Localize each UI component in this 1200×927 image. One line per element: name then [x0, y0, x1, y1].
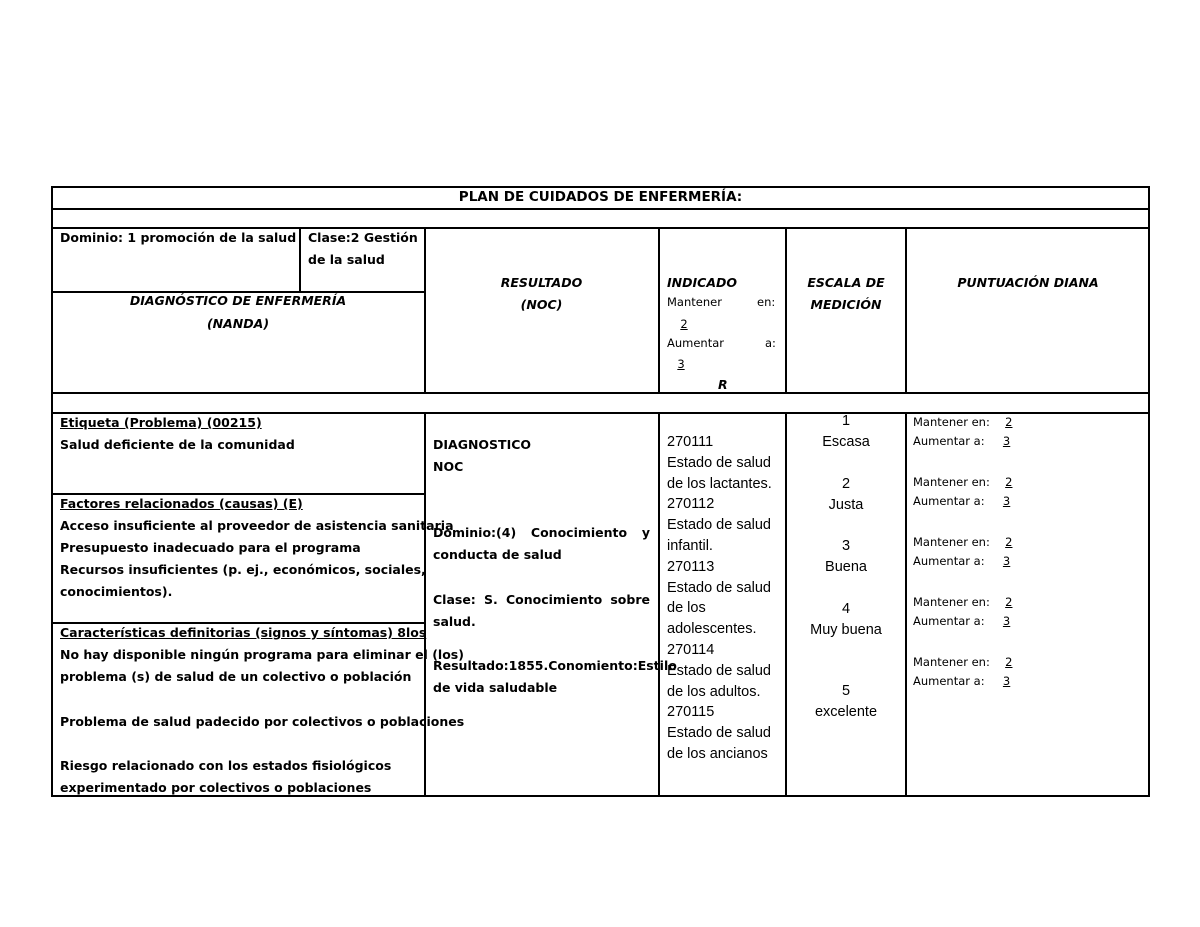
scale-label: Buena: [825, 559, 867, 575]
target-aumentar-value: 3: [1002, 434, 1011, 448]
target-mantener-label: Mantener en:: [913, 595, 990, 609]
mantener-label: Mantener: [667, 295, 722, 309]
target-mantener-label: Mantener en:: [913, 415, 990, 429]
column-divider: [658, 227, 660, 393]
scale-label: excelente: [814, 704, 878, 720]
column-divider: [658, 412, 660, 797]
target-aumentar-value: 3: [1002, 494, 1011, 508]
indicator-line: Estado de salud: [667, 517, 771, 534]
caracteristicas-item: Problema de salud padecido por colectivos o poblaciones: [60, 714, 465, 729]
column-divider: [424, 412, 426, 797]
noc-resultado: de vida saludable: [433, 680, 558, 695]
indicator-line: 270112: [667, 496, 715, 513]
clase-label-line1: Clase:2 Gestión: [308, 230, 418, 245]
target-aumentar-label: Aumentar a:: [913, 494, 985, 508]
indicator-line: Estado de salud: [667, 454, 771, 471]
target-mantener: [913, 652, 1028, 672]
noc-label: NOC: [433, 459, 464, 474]
target-aumentar-value: 3: [1002, 554, 1011, 568]
clase-label-line2: de la salud: [308, 252, 385, 267]
noc-dominio: Dominio:(4) Conocimiento y: [433, 525, 650, 540]
target-aumentar: [913, 491, 1029, 511]
noc-dominio: conducta de salud: [433, 547, 562, 562]
noc-diagnostico-label: DIAGNOSTICO: [433, 437, 532, 452]
indicator-line: 270115: [667, 704, 715, 721]
target-mantener: [913, 472, 1028, 492]
aumentar-a-label: a:: [765, 336, 776, 350]
indicado-heading: INDICADO: [667, 275, 737, 290]
etiqueta-heading: Etiqueta (Problema) (00215): [60, 415, 262, 430]
indicator-line: de los lactantes.: [667, 475, 772, 492]
factores-item: conocimientos).: [60, 584, 173, 599]
row-divider: [51, 208, 1150, 210]
factores-item: Acceso insuficiente al proveedor de asistencia sanitaria: [60, 518, 454, 533]
noc-clase: salud.: [433, 614, 476, 629]
target-aumentar-label: Aumentar a:: [913, 554, 985, 568]
indicator-line: 270113: [667, 558, 715, 575]
indicator-line: adolescentes.: [667, 621, 757, 638]
aumentar-label: Aumentar: [667, 336, 725, 350]
target-mantener-value: 2: [1005, 535, 1013, 549]
caracteristicas-item: problema (s) de salud de un colectivo o población: [60, 669, 412, 684]
target-aumentar-label: Aumentar a:: [913, 674, 985, 688]
indicator-line: 270111: [667, 434, 714, 450]
page-title: PLAN DE CUIDADOS DE ENFERMERÍA:: [458, 189, 743, 205]
target-aumentar-value: 3: [1002, 614, 1011, 628]
noc-heading: (NOC): [520, 297, 563, 312]
target-aumentar: [913, 431, 1029, 451]
scale-label: Escasa: [822, 434, 870, 450]
scale-number: 2: [841, 476, 851, 492]
target-mantener: [913, 592, 1028, 612]
target-aumentar: [913, 671, 1029, 691]
indicator-line: Estado de salud: [667, 579, 771, 596]
indicator-list: [667, 432, 772, 765]
scale-number: 5: [841, 683, 851, 699]
mantener-en-label: en:: [757, 295, 776, 309]
target-mantener-value: 2: [1005, 415, 1013, 429]
target-mantener-value: 2: [1005, 655, 1013, 669]
resultado-heading: RESULTADO: [500, 275, 583, 290]
target-mantener-label: Mantener en:: [913, 475, 990, 489]
indicator-line: de los: [667, 600, 706, 617]
caracteristicas-item: Riesgo relacionado con los estados fisiológicos: [60, 758, 392, 773]
indicator-line: infantil.: [667, 537, 713, 554]
caracteristicas-item: No hay disponible ningún programa para eliminar el (los): [60, 647, 464, 662]
care-plan-table: [51, 186, 1150, 797]
target-aumentar-value: 3: [1002, 674, 1011, 688]
nanda-heading: (NANDA): [206, 316, 270, 331]
target-aumentar: [913, 551, 1029, 571]
r-mark: R: [718, 377, 728, 392]
target-mantener-value: 2: [1005, 475, 1013, 489]
factores-heading: Factores relacionados (causas) (E): [60, 496, 303, 511]
target-aumentar: [913, 611, 1029, 631]
diagnostico-heading: DIAGNÓSTICO DE ENFERMERÍA: [129, 293, 347, 308]
factores-item: Recursos insuficientes (p. ej., económicos, sociales,: [60, 562, 426, 577]
target-aumentar-label: Aumentar a:: [913, 614, 985, 628]
target-mantener: [913, 412, 1028, 432]
indicator-line: 270114: [667, 641, 715, 658]
indicator-line: de los ancianos: [667, 745, 768, 762]
mantener-target-value: 2: [680, 317, 688, 331]
indicator-line: de los adultos.: [667, 683, 761, 700]
escala-heading-line1: ESCALA DE: [807, 275, 885, 290]
target-mantener-label: Mantener en:: [913, 535, 990, 549]
aumentar-target-value: 3: [677, 357, 685, 371]
indicator-line: Estado de salud: [667, 725, 771, 742]
scale-number: 1: [841, 413, 851, 429]
caracteristicas-heading: Características definitorias (signos y síntomas) 8los: [60, 625, 427, 640]
factores-item: Presupuesto inadecuado para el programa: [60, 540, 361, 555]
row-divider: [51, 392, 1150, 394]
target-mantener: [913, 532, 1028, 552]
scale-number: 4: [841, 601, 851, 617]
caracteristicas-item: experimentado por colectivos o poblaciones: [60, 780, 372, 795]
indicator-line: Estado de salud: [667, 662, 771, 679]
scale-number: 3: [841, 538, 851, 554]
dominio-label: Dominio: 1 promoción de la salud: [60, 230, 297, 245]
target-mantener-label: Mantener en:: [913, 655, 990, 669]
escala-heading-line2: MEDICIÓN: [810, 297, 882, 312]
noc-resultado: Resultado:1855.Conomiento:Estilo: [433, 658, 677, 673]
target-mantener-value: 2: [1005, 595, 1013, 609]
noc-clase: Clase: S. Conocimiento sobre: [433, 592, 650, 607]
etiqueta-text: Salud deficiente de la comunidad: [60, 437, 295, 452]
column-divider: [299, 227, 301, 292]
puntuacion-heading: PUNTUACIÓN DIANA: [957, 275, 1099, 290]
scale-label: Muy buena: [810, 622, 882, 638]
scale-label: Justa: [828, 497, 864, 513]
target-aumentar-label: Aumentar a:: [913, 434, 985, 448]
